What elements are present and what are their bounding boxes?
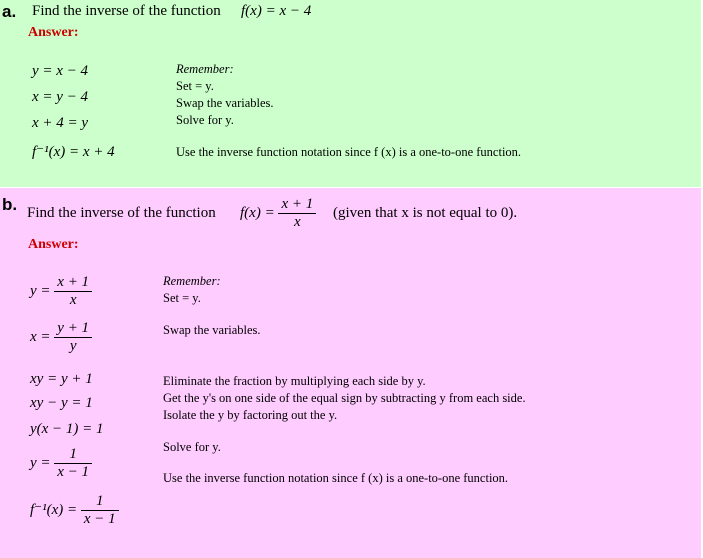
note-a-1: Set = y. [176, 79, 214, 93]
step-b-6 [30, 446, 92, 481]
step-b-1-fraction [54, 274, 92, 309]
step-b-2 [30, 320, 92, 355]
step-b-2-lhs: x = [30, 328, 51, 345]
section-b-letter: b. [2, 195, 18, 214]
step-b-5: y(x − 1) = 1 [30, 421, 104, 437]
section-b [0, 188, 701, 558]
section-a-letter: a. [2, 2, 17, 21]
step-a-3: x + 4 = y [32, 115, 89, 131]
note-b-7: Use the inverse function notation since f (x) is a one-to-one function. [163, 471, 509, 485]
note-b-4: Get the y's on one side of the equal sign by subtracting y from each side. [163, 391, 526, 405]
step-b-2-denominator: y [54, 337, 92, 355]
step-b-1-denominator: x [54, 291, 92, 309]
step-b-7-denominator: x − 1 [81, 510, 119, 528]
remember-a: Remember: [176, 62, 234, 76]
note-b-6: Solve for y. [163, 440, 221, 454]
step-a-2: x = y − 4 [32, 89, 89, 105]
note-a-4: Use the inverse function notation since f (x) is a one-to-one function. [176, 145, 522, 159]
section-b-numerator: x + 1 [281, 196, 314, 212]
step-b-7 [30, 493, 119, 528]
step-b-7-numerator: 1 [96, 493, 104, 509]
section-b-function [240, 196, 316, 231]
step-b-4: xy − y = 1 [30, 395, 93, 411]
section-b-prompt: Find the inverse of the function [27, 205, 216, 221]
section-a-function: f(x) = x − 4 [241, 3, 312, 19]
note-b-3: Eliminate the fraction by multiplying each side by y. [163, 374, 426, 388]
step-a-4: f⁻¹(x) = x + 4 [32, 144, 115, 160]
note-b-1: Set = y. [163, 291, 201, 305]
section-a-prompt: Find the inverse of the function [32, 3, 221, 19]
section-b-denominator: x [278, 213, 316, 231]
remember-b: Remember: [163, 274, 221, 288]
note-b-2: Swap the variables. [163, 323, 261, 337]
step-b-6-fraction [54, 446, 92, 481]
section-b-fraction [278, 196, 316, 231]
step-b-1 [30, 274, 92, 309]
step-b-7-fraction [81, 493, 119, 528]
section-a [0, 0, 701, 187]
section-a-answer-label: Answer: [28, 25, 79, 40]
step-b-1-lhs: y = [30, 282, 51, 299]
step-b-2-numerator: y + 1 [57, 320, 90, 336]
step-a-1: y = x − 4 [32, 63, 89, 79]
step-b-6-numerator: 1 [69, 446, 77, 462]
section-b-function-lhs: f(x) = [240, 204, 275, 221]
note-b-5: Isolate the y by factoring out the y. [163, 408, 338, 422]
section-b-answer-label: Answer: [28, 237, 79, 252]
step-b-2-fraction [54, 320, 92, 355]
section-b-condition: (given that x is not equal to 0). [333, 205, 518, 221]
note-a-2: Swap the variables. [176, 96, 274, 110]
step-b-6-lhs: y = [30, 454, 51, 471]
step-b-6-denominator: x − 1 [54, 463, 92, 481]
step-b-7-lhs: f⁻¹(x) = [30, 501, 78, 518]
step-b-1-numerator: x + 1 [57, 274, 90, 290]
note-a-3: Solve for y. [176, 113, 234, 127]
step-b-3: xy = y + 1 [30, 371, 93, 387]
